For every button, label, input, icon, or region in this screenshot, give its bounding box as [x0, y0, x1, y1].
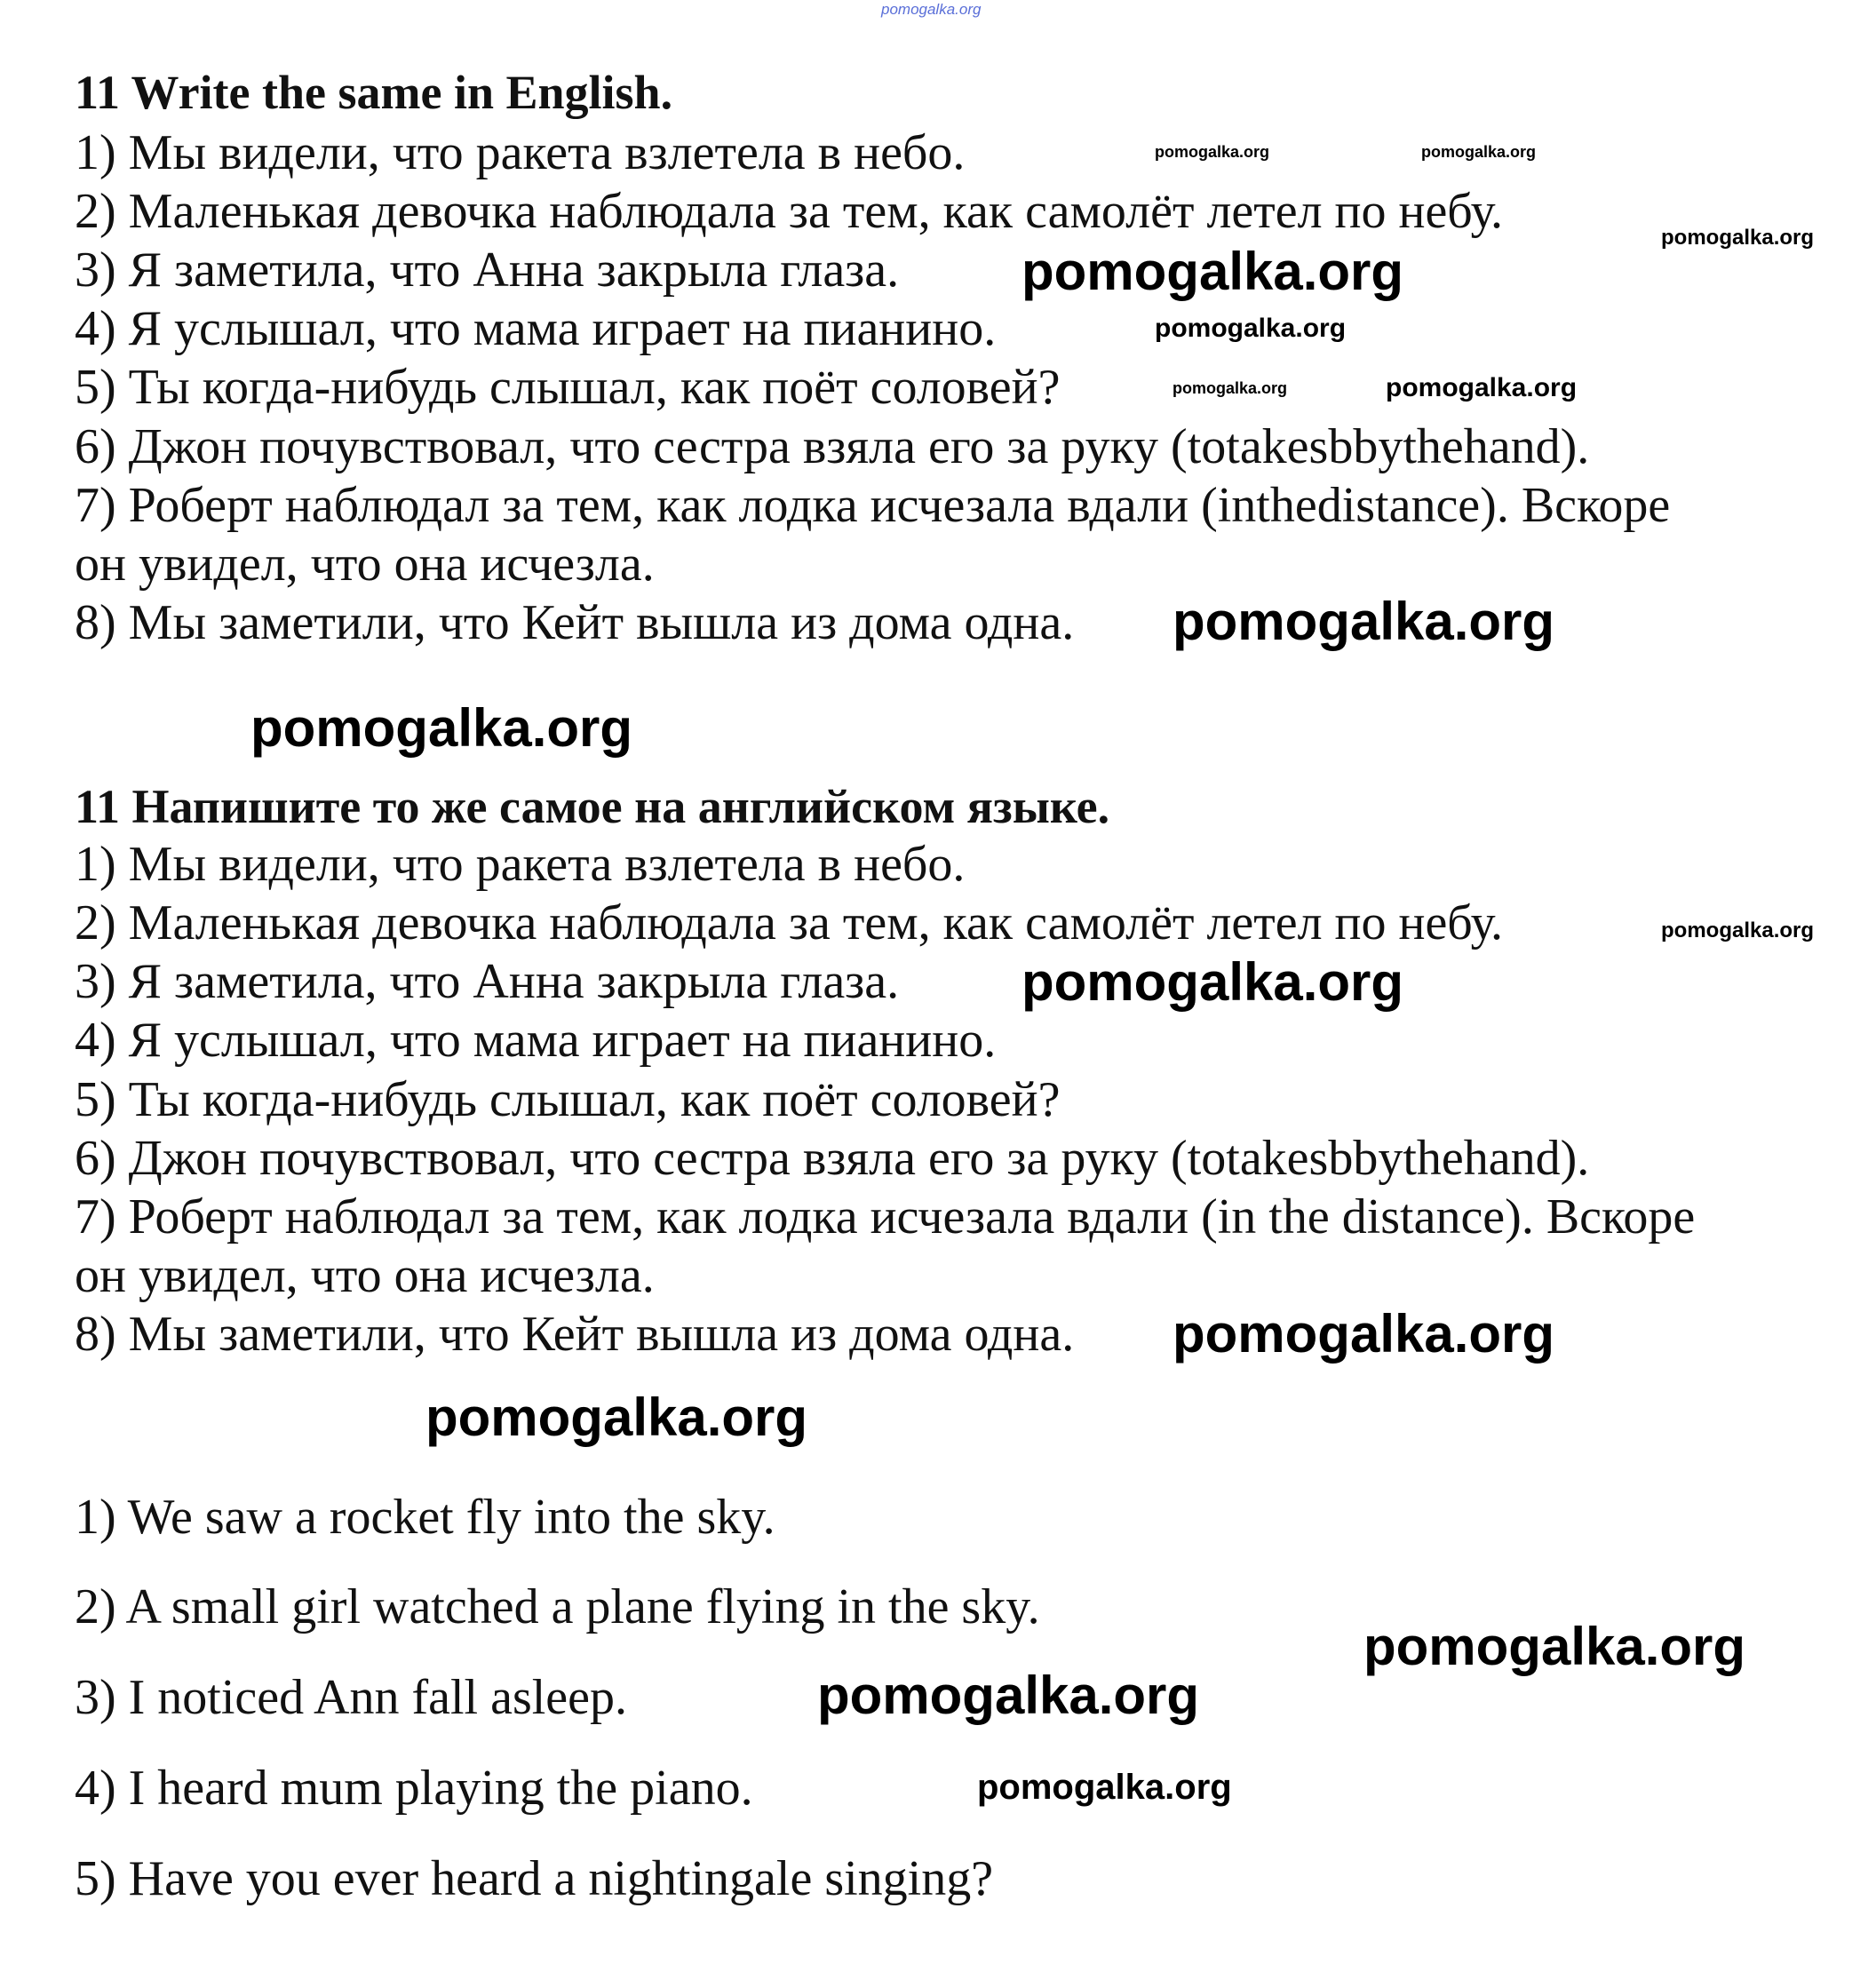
- list-item: 5) Ты когда-нибудь слышал, как поёт соловей?: [75, 360, 1061, 415]
- list-item: 6) Джон почувствовал, что сестра взяла его за руку (totakesbbythehand).: [75, 419, 1590, 474]
- section2-title: 11 Напишите то же самое на английском языке.: [75, 780, 1110, 833]
- list-item: 1) Мы видели, что ракета взлетела в небо.: [75, 125, 966, 180]
- list-item: 7) Роберт наблюдал за тем, как лодка исчезала вдали (in the distance). Вскоре: [75, 1189, 1696, 1244]
- list-item: 5) Ты когда-нибудь слышал, как поёт соловей?: [75, 1072, 1061, 1127]
- section1-title: 11 Write the same in English.: [75, 66, 673, 119]
- list-item: 3) Я заметила, что Анна закрыла глаза.: [75, 243, 900, 298]
- watermark-header: pomogalka.org: [881, 1, 982, 18]
- list-item: 3) Я заметила, что Анна закрыла глаза.: [75, 954, 900, 1009]
- watermark: pomogalka.org: [425, 1388, 808, 1447]
- watermark: pomogalka.org: [1021, 242, 1404, 301]
- watermark: pomogalka.org: [1155, 314, 1347, 343]
- watermark: pomogalka.org: [250, 698, 633, 758]
- list-item: он увидел, что она исчезла.: [75, 537, 655, 592]
- list-item: 7) Роберт наблюдал за тем, как лодка исчезала вдали (inthedistance). Вскоре: [75, 478, 1671, 533]
- answer-item: 5) Have you ever heard a nightingale singing?: [75, 1851, 994, 1906]
- watermark: pomogalka.org: [1661, 226, 1815, 250]
- list-item: 2) Маленькая девочка наблюдала за тем, как самолёт летел по небу.: [75, 895, 1504, 950]
- watermark: pomogalka.org: [1172, 1304, 1555, 1364]
- watermark: pomogalka.org: [1021, 952, 1404, 1012]
- watermark: pomogalka.org: [977, 1768, 1232, 1807]
- list-item: 1) Мы видели, что ракета взлетела в небо.: [75, 837, 966, 892]
- list-item: 8) Мы заметили, что Кейт вышла из дома одна.: [75, 1307, 1075, 1362]
- watermark: pomogalka.org: [1421, 143, 1537, 161]
- watermark: pomogalka.org: [1172, 592, 1555, 651]
- answer-item: 4) I heard mum playing the piano.: [75, 1761, 753, 1816]
- answer-item: 1) We saw a rocket fly into the sky.: [75, 1490, 775, 1545]
- list-item: 6) Джон почувствовал, что сестра взяла его за руку (totakesbbythehand).: [75, 1131, 1590, 1186]
- watermark: pomogalka.org: [1155, 143, 1270, 161]
- list-item: 8) Мы заметили, что Кейт вышла из дома одна.: [75, 595, 1075, 650]
- watermark: pomogalka.org: [1386, 373, 1578, 402]
- watermark: pomogalka.org: [1661, 918, 1815, 942]
- list-item: 4) Я услышал, что мама играет на пианино.: [75, 301, 997, 356]
- watermark: pomogalka.org: [1363, 1617, 1746, 1676]
- list-item: 4) Я услышал, что мама играет на пианино.: [75, 1013, 997, 1068]
- watermark: pomogalka.org: [817, 1666, 1200, 1725]
- watermark: pomogalka.org: [1172, 379, 1288, 397]
- list-item: он увидел, что она исчезла.: [75, 1248, 655, 1303]
- answer-item: 2) A small girl watched a plane flying in the sky.: [75, 1579, 1040, 1634]
- answer-item: 3) I noticed Ann fall asleep.: [75, 1670, 628, 1725]
- list-item: 2) Маленькая девочка наблюдала за тем, как самолёт летел по небу.: [75, 184, 1504, 239]
